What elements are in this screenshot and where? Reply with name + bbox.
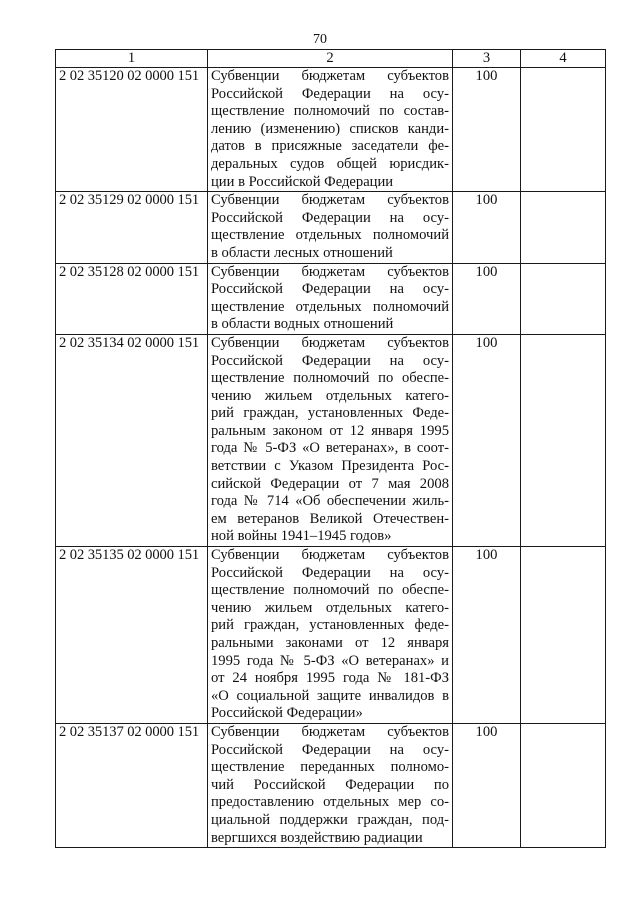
column-4-cell	[521, 547, 606, 724]
description-line: сийской Федерации от 7 мая 2008	[211, 475, 449, 492]
description-line: Российской Федерации на осу-	[211, 352, 449, 369]
description-cell	[208, 192, 453, 263]
column-header-2: 2	[208, 50, 453, 68]
description-line: ществление полномочий по обеспе-	[211, 370, 449, 387]
description-line: ральным законом от 12 января 1995	[211, 422, 449, 439]
description-line: предоставлению отдельных мер со-	[211, 794, 449, 811]
column-header-3: 3	[453, 50, 521, 68]
table-row	[56, 723, 606, 847]
description-line: ществление полномочий по состав-	[211, 103, 449, 120]
table-row	[56, 334, 606, 546]
table-row	[56, 263, 606, 334]
description-line: ральными законами от 12 января	[211, 635, 449, 651]
value-cell: 100	[453, 334, 521, 546]
description-line: чий Российской Федерации по	[211, 776, 449, 793]
value-cell: 100	[453, 547, 521, 724]
budget-code-cell: 2 02 35134 02 0000 151	[56, 334, 208, 546]
description-line: рий граждан, установленных феде-	[211, 617, 449, 634]
budget-code-cell: 2 02 35137 02 0000 151	[56, 723, 208, 847]
column-header-4: 4	[521, 50, 606, 68]
description-line: Субвенции бюджетам субъектов	[211, 334, 449, 351]
description-line: Субвенции бюджетам субъектов	[211, 723, 449, 740]
description-line: чению жильем отдельных катего-	[211, 387, 449, 404]
budget-code-cell: 2 02 35128 02 0000 151	[56, 263, 208, 334]
table-body	[56, 68, 606, 848]
budget-table	[55, 49, 606, 848]
description-line: вергшихся воздействию радиации	[211, 829, 423, 846]
description-line: ществление переданных полномо-	[211, 759, 449, 776]
description-line: циальной поддержки граждан, под-	[211, 811, 449, 828]
description-line: ной войны 1941–1945 годов»	[211, 528, 392, 545]
description-line: рий граждан, установленных Феде-	[211, 405, 449, 422]
table-row	[56, 547, 606, 724]
description-cell	[208, 263, 453, 334]
description-line: ществление отдельных полномочий	[211, 298, 449, 315]
column-4-cell	[521, 723, 606, 847]
table-header-row	[56, 50, 606, 68]
description-line: Субвенции бюджетам субъектов	[211, 68, 449, 84]
budget-code-cell: 2 02 35129 02 0000 151	[56, 192, 208, 263]
column-4-cell	[521, 192, 606, 263]
page-number: 70	[313, 32, 327, 47]
description-line: «О социальной защите инвалидов в	[211, 687, 449, 704]
value-cell: 100	[453, 263, 521, 334]
description-line: датов в присяжные заседатели фе-	[211, 138, 449, 155]
column-4-cell	[521, 263, 606, 334]
description-line: в области водных отношений	[211, 316, 394, 333]
description-line: деральных судов общей юрисдик-	[211, 155, 449, 172]
description-line: 1995 года № 5-ФЗ «О ветеранах» и	[211, 652, 449, 669]
table-row	[56, 192, 606, 263]
column-header-1: 1	[56, 50, 208, 68]
description-line: Российской Федерации на осу-	[211, 564, 449, 581]
value-cell: 100	[453, 192, 521, 263]
description-cell	[208, 334, 453, 546]
value-cell: 100	[453, 723, 521, 847]
description-line: года № 5-ФЗ «О ветеранах», в соот-	[211, 440, 449, 457]
description-line: от 24 ноября 1995 года № 181-ФЗ	[211, 670, 449, 687]
description-line: лению (изменению) списков канди-	[211, 120, 449, 137]
description-line: Субвенции бюджетам субъектов	[211, 547, 449, 564]
description-line: Российской Федерации на осу-	[211, 281, 449, 298]
description-line: ществление отдельных полномочий	[211, 227, 449, 244]
description-line: ем ветеранов Великой Отечествен-	[211, 510, 449, 527]
description-line: Российской Федерации на осу-	[211, 209, 449, 226]
description-line: года № 714 «Об обеспечении жиль-	[211, 493, 449, 510]
budget-code-cell: 2 02 35120 02 0000 151	[56, 68, 208, 192]
description-cell	[208, 723, 453, 847]
table-row	[56, 68, 606, 192]
description-line: ветствии с Указом Президента Рос-	[211, 458, 449, 475]
description-line: чению жильем отдельных катего-	[211, 599, 449, 616]
value-cell: 100	[453, 68, 521, 192]
column-4-cell	[521, 334, 606, 546]
description-line: в области лесных отношений	[211, 244, 393, 261]
description-line: Субвенции бюджетам субъектов	[211, 192, 449, 209]
description-cell	[208, 547, 453, 724]
description-line: Субвенции бюджетам субъектов	[211, 263, 449, 280]
description-line: ции в Российской Федерации	[211, 173, 394, 190]
description-line: Российской Федерации на осу-	[211, 85, 449, 102]
column-4-cell	[521, 68, 606, 192]
description-line: Российской Федерации»	[211, 705, 363, 722]
description-cell	[208, 68, 453, 192]
budget-code-cell: 2 02 35135 02 0000 151	[56, 547, 208, 724]
description-line: ществление полномочий по обеспе-	[211, 582, 449, 599]
description-line: Российской Федерации на осу-	[211, 741, 449, 758]
